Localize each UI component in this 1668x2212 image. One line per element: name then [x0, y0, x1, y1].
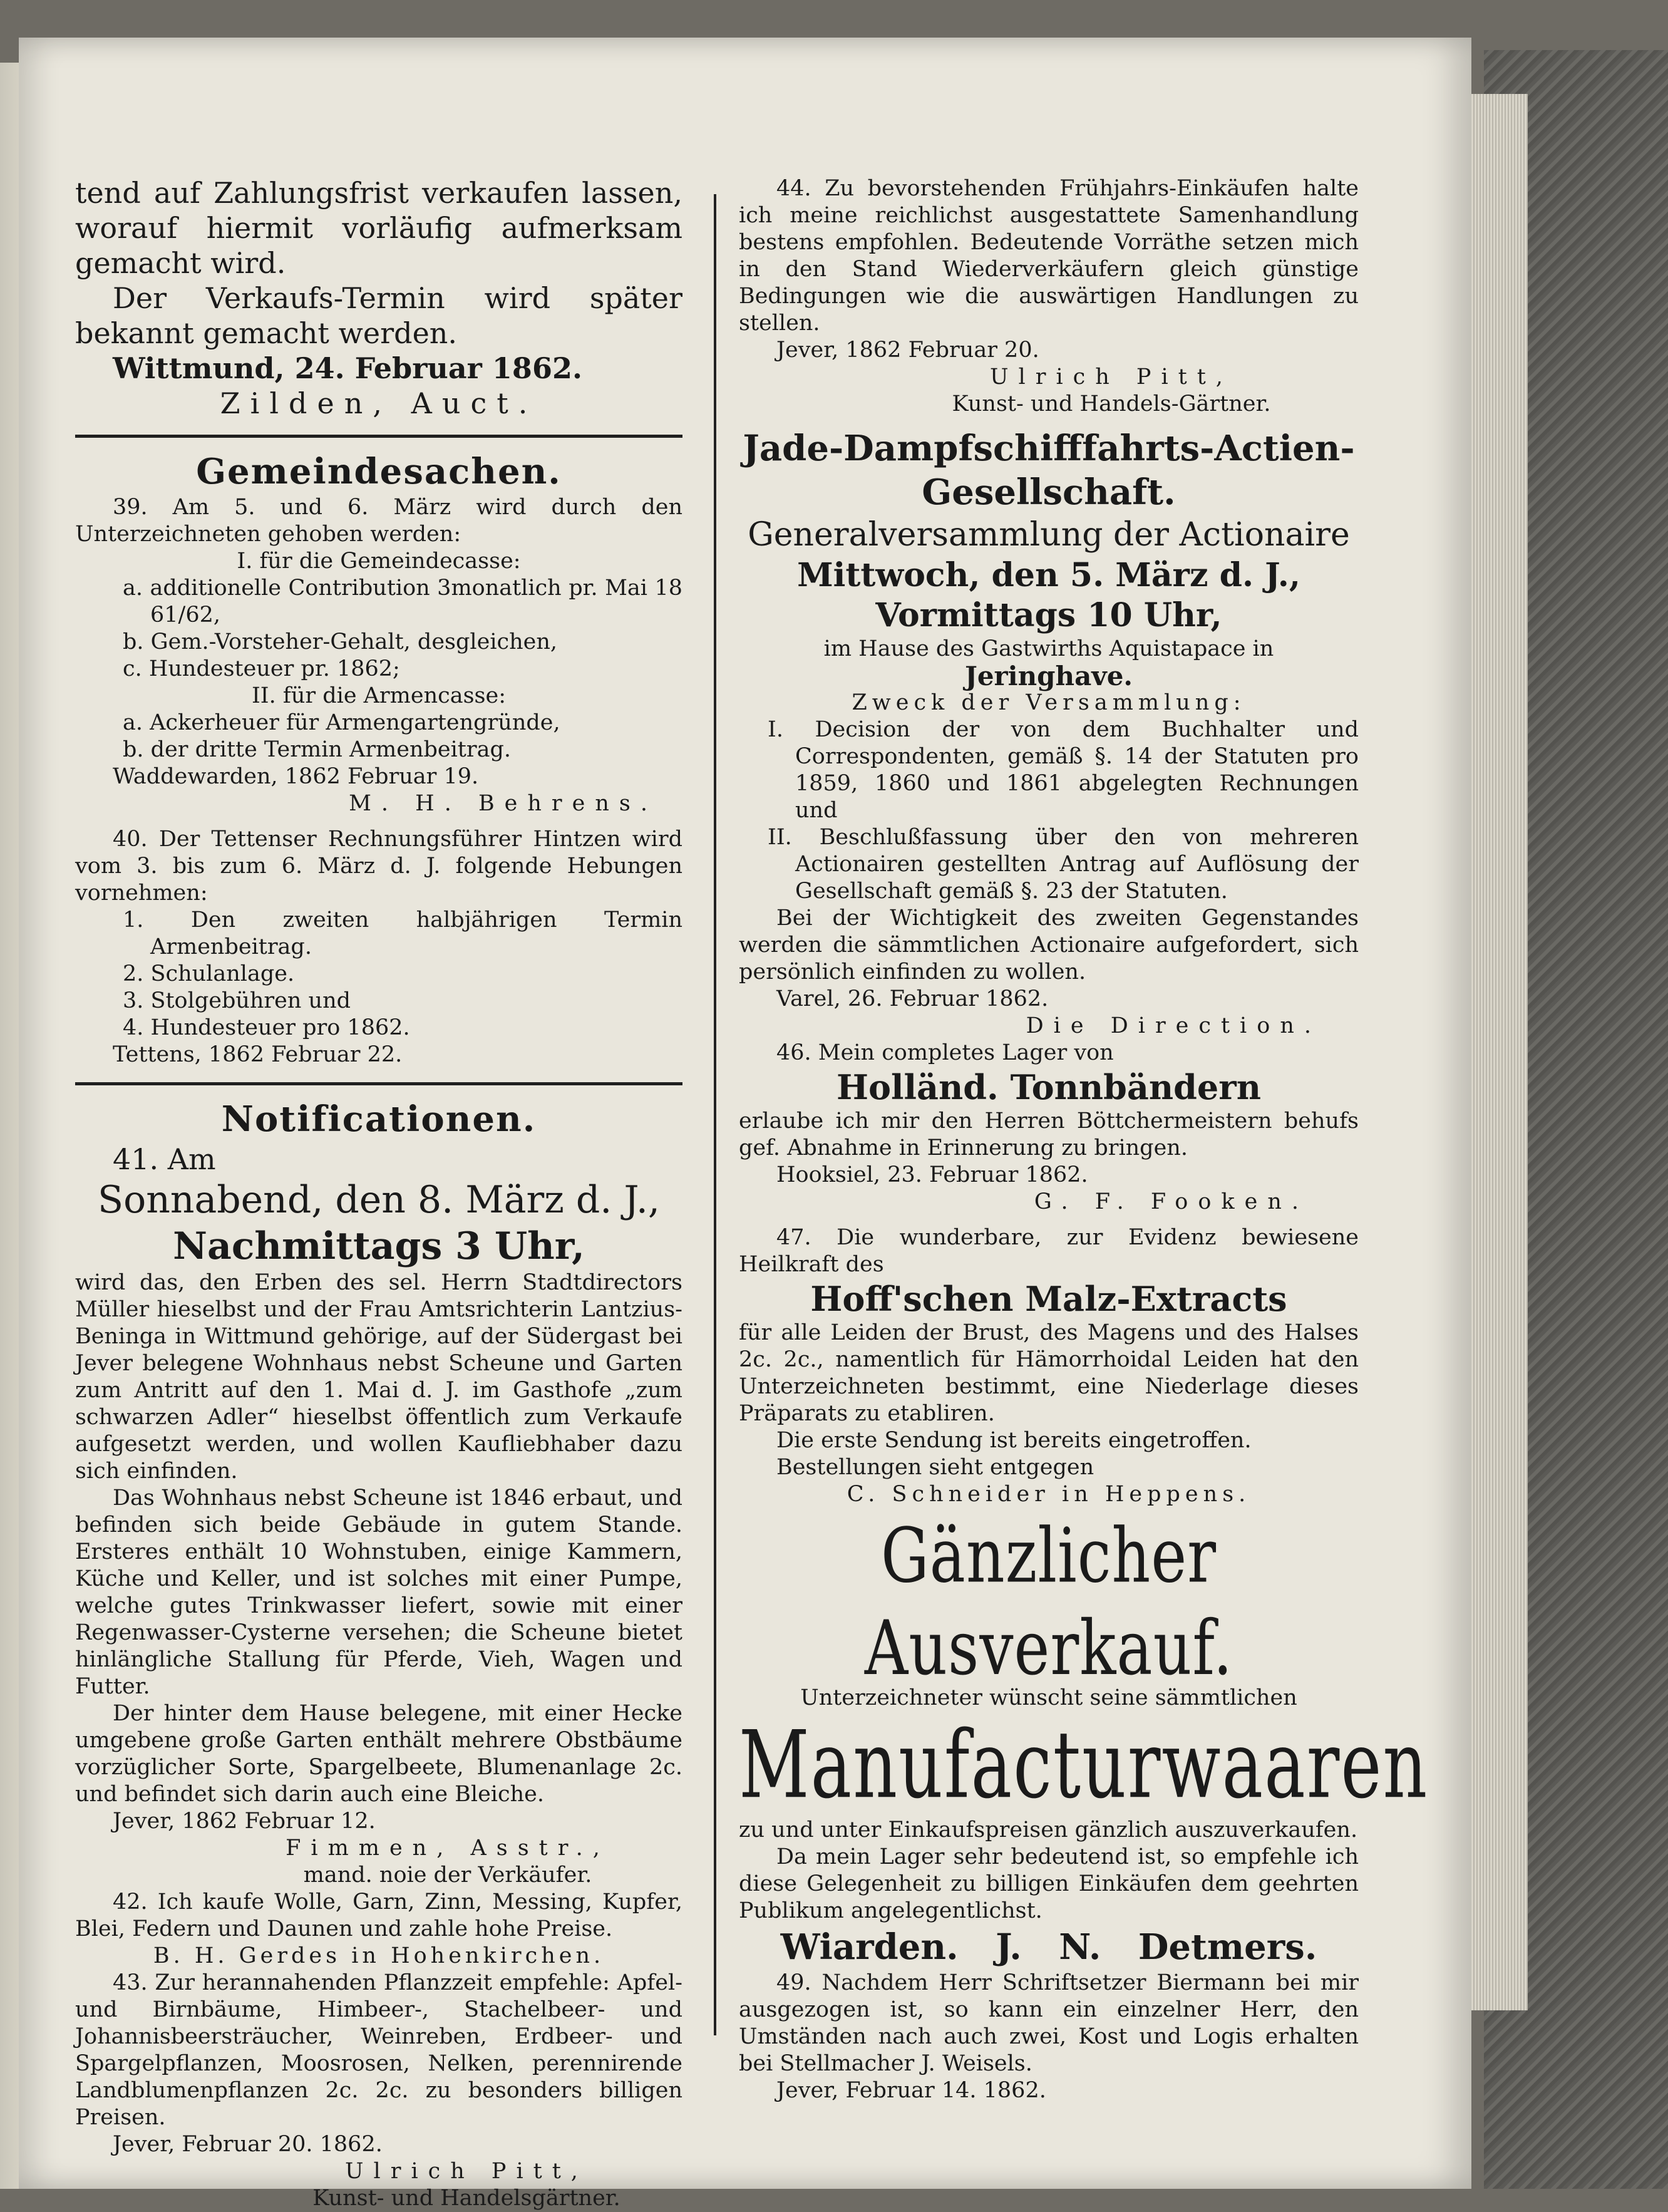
notice-39-a2: a. Ackerheuer für Armengartengründe,	[123, 710, 560, 735]
notice-40-date: Tettens, 1862 Februar 22.	[113, 1042, 403, 1067]
jade-place: im Hause des Gastwirths Aquistapace in	[823, 636, 1274, 661]
notice-43-text: 43. Zur herannahenden Pflanzzeit empfehle: Apfel- und Birnbäume, Himbeer-, Stachelbeer- und Johannisbeersträucher, Weinreben, Erdbeer- und Spargelpflanzen, Moosrosen, Nelken, perennirende Landblumenpflanzen 2c. 2c. zu besonders billigen Preisen.	[75, 1970, 682, 2130]
right-column	[739, 175, 1429, 2104]
notice-40-item-2: 2. Schulanlage.	[123, 961, 295, 986]
notice-40-item-1: 1. Den zweiten halbjährigen Termin Armenbeitrag.	[123, 907, 682, 959]
jade-place-2: Jeringhave.	[964, 661, 1133, 691]
jade-subtitle: Generalversammlung der Actionaire	[748, 516, 1350, 554]
section-rule	[75, 435, 682, 438]
jade-time: Vormittags 10 Uhr,	[875, 596, 1222, 634]
notice-41-text: wird das, den Erben des sel. Herrn Stadtdirectors Müller hieselbst und der Frau Amtsrichterin Lantzius-Beninga in Wittmund gehörige, auf der Südergast bei Jever belegene Wohnhaus nebst Scheune und Garten zum Antritt auf den 1. Mai d. J. im Gasthofe „zum schwarzen Adler“ hieselbst öffentlich zum Verkaufe aufgesetzt werden, und wollen Kaufliebhaber dazu sich einfinden.	[75, 1270, 682, 1484]
notice-47-text: 47. Die wunderbare, zur Evidenz bewiesene Heilkraft des	[739, 1225, 1359, 1277]
notice-42-signature: B. H. Gerdes in Hohenkirchen.	[153, 1943, 605, 1968]
notice-46-text-2: erlaube ich mir den Herren Böttchermeistern behufs gef. Abnahme in Erinnerung zu bringen.	[739, 1109, 1359, 1160]
jade-title: Jade-Dampfschifffahrts-Actien-Gesellschaft.	[743, 428, 1355, 513]
notice-39-date: Waddewarden, 1862 Februar 19.	[113, 764, 479, 789]
notice-41-date: Jever, 1862 Februar 12.	[113, 1809, 376, 1834]
notice-44-text: 44. Zu bevorstehenden Frühjahrs-Einkäufen halte ich meine reichlichst ausgestattete Samenhandlung bestens empfohlen. Bedeutende Vorräthe setzen mich in den Stand Wiederverkäufern gleich günstige Bedingungen wie die auswärtigen Handlungen zu stellen.	[739, 176, 1359, 336]
ausverkauf-signature: Wiarden. J. N. Detmers.	[780, 1926, 1317, 1968]
notice-continuation-2: Der Verkaufs-Termin wird später bekannt gemacht werden.	[75, 281, 682, 350]
notice-41-day: Sonnabend, den 8. März d. J.,	[97, 1178, 660, 1222]
jade-text: Bei der Wichtigkeit des zweiten Gegenstandes werden die sämmtlichen Actionaire aufgefordert, sich persönlich einfinden zu wollen.	[739, 906, 1359, 985]
jade-date: Varel, 26. Februar 1862.	[776, 986, 1049, 1011]
column-divider	[714, 194, 716, 2035]
notice-46-signature: G. F. Fooken.	[1034, 1189, 1309, 1214]
notice-41-time: Nachmittags 3 Uhr,	[173, 1224, 585, 1268]
notice-continuation: tend auf Zahlungsfrist verkaufen lassen, worauf hiermit vorläufig aufmerksam gemacht wird.	[75, 176, 682, 280]
notice-43-signature-2: Kunst- und Handelsgärtner.	[312, 2186, 620, 2211]
jade-day: Mittwoch, den 5. März d. J.,	[797, 556, 1300, 594]
ausverkauf-text-3: Da mein Lager sehr bedeutend ist, so empfehle ich diese Gelegenheit zu billigen Einkäufen dem geehrten Publikum angelegentlichst.	[739, 1844, 1359, 1923]
left-column	[75, 175, 682, 2212]
notice-39-sub1: I. für die Gemeindecasse:	[237, 549, 521, 574]
notice-43-signature: Ulrich Pitt,	[345, 2159, 588, 2184]
notice-39-intro: 39. Am 5. und 6. März wird durch den Unterzeichneten gehoben werden:	[75, 495, 682, 547]
notice-39-a: a. additionelle Contribution 3monatlich pr. Mai 18 61/62,	[123, 576, 682, 628]
notice-39-sub2: II. für die Armencasse:	[251, 683, 507, 708]
notice-46-heading: Holländ. Tonnbändern	[836, 1067, 1262, 1107]
notice-41-text-3: Der hinter dem Hause belegene, mit einer Hecke umgebene große Garten enthält mehrere Obstbäume vorzüglicher Sorte, Spargelbeete, Blumenanlage 2c. und befindet sich darin auch eine Bleiche.	[75, 1701, 682, 1807]
notice-49-date: Jever, Februar 14. 1862.	[776, 2078, 1046, 2103]
notice-42-text: 42. Ich kaufe Wolle, Garn, Zinn, Messing, Kupfer, Blei, Federn und Daunen und zahle hohe Preise.	[75, 1889, 682, 1941]
section-heading-gemeindesachen: Gemeindesachen.	[196, 451, 562, 492]
jade-item-1: I. Decision der von dem Buchhalter und Correspondenten, gemäß §. 14 der Statuten pro 1859, 1860 und 1861 abgelegten Rechnungen und	[768, 717, 1359, 823]
page-stack-edge	[1468, 94, 1528, 2010]
notice-40-item-3: 3. Stolgebühren und	[123, 988, 351, 1013]
notice-40-item-4: 4. Hundesteuer pro 1862.	[123, 1015, 410, 1040]
notice-41-number: 41. Am	[113, 1142, 216, 1176]
jade-zweck: Zweck der Versammlung:	[852, 690, 1246, 715]
notice-44-signature: Ulrich Pitt,	[990, 364, 1233, 390]
notice-39-b: b. Gem.-Vorsteher-Gehalt, desgleichen,	[123, 629, 558, 654]
section-rule-2	[75, 1082, 682, 1085]
notice-49-text: 49. Nachdem Herr Schriftsetzer Biermann bei mir ausgezogen ist, so kann ein einzelner Herr, den Umständen nach auch zwei, Kost und Logis erhalten bei Stellmacher J. Weisels.	[739, 1970, 1359, 2076]
notice-44-signature-2: Kunst- und Handels-Gärtner.	[952, 391, 1271, 416]
manufacturwaaren-heading: Manufacturwaaren	[739, 1710, 1429, 1819]
notice-39-c: c. Hundesteuer pr. 1862;	[123, 656, 400, 681]
notice-39-signature: M. H. Behrens.	[349, 791, 657, 816]
notice-43-date: Jever, Februar 20. 1862.	[113, 2132, 383, 2157]
ausverkauf-heading: Gänzlicher Ausverkauf.	[864, 1512, 1233, 1692]
notice-47-text-3: Die erste Sendung ist bereits eingetroffen.	[776, 1428, 1252, 1453]
notice-47-text-4: Bestellungen sieht entgegen	[776, 1455, 1094, 1480]
notice-41-signature: Fimmen, Asstr.,	[286, 1836, 610, 1861]
notice-46-date: Hooksiel, 23. Februar 1862.	[776, 1162, 1088, 1187]
notice-signature: Zilden, Auct.	[220, 386, 538, 420]
notice-41-signature-2: mand. noie der Verkäufer.	[303, 1863, 592, 1888]
ausverkauf-text-2: zu und unter Einkaufspreisen gänzlich auszuverkaufen.	[739, 1817, 1358, 1842]
jade-item-2: II. Beschlußfassung über den von mehreren Actionairen gestellten Antrag auf Auflösung der Gesellschaft gemäß §. 23 der Statuten.	[768, 825, 1359, 904]
notice-47-heading: Hoff'schen Malz-Extracts	[810, 1279, 1287, 1319]
ausverkauf-text: Unterzeichneter wünscht seine sämmtlichen	[800, 1685, 1297, 1710]
notice-46-text: 46. Mein completes Lager von	[776, 1040, 1114, 1065]
notice-40-intro: 40. Der Tettenser Rechnungsführer Hintzen wird vom 3. bis zum 6. März d. J. folgende Hebungen vornehmen:	[75, 827, 682, 906]
notice-39-b2: b. der dritte Termin Armenbeitrag.	[123, 737, 512, 762]
notice-44-date: Jever, 1862 Februar 20.	[776, 338, 1039, 363]
notice-date: Wittmund, 24. Februar 1862.	[113, 351, 582, 385]
section-heading-notificationen: Notificationen.	[221, 1098, 537, 1140]
notice-41-text-2: Das Wohnhaus nebst Scheune ist 1846 erbaut, und befinden sich beide Gebäude in gutem Stande. Ersteres enthält 10 Wohnstuben, einige Kammern, Küche und Keller, und ist solches mit einer Pumpe, welche gutes Trinkwasser liefert, sowie mit einer Regenwasser-Cysterne versehen; die Scheune bietet hinlängliche Stallung für Pferde, Vieh, Wagen und Futter.	[75, 1486, 682, 1699]
notice-47-text-2: für alle Leiden der Brust, des Magens und des Halses 2c. 2c., namentlich für Hämorrhoidal Leiden hat den Unterzeichneten bestimmt, eine Niederlage dieses Präparats zu etabliren.	[739, 1320, 1359, 1426]
jade-signature: Die Direction.	[1026, 1013, 1321, 1038]
notice-47-signature: C. Schneider in Heppens.	[847, 1482, 1251, 1507]
